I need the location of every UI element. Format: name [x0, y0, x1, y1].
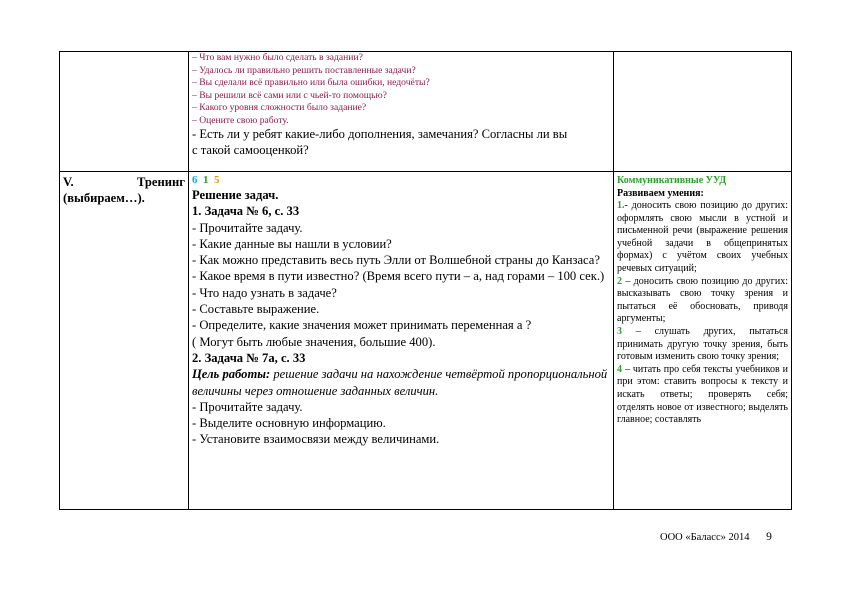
task-line: ( Могут быть любые значения, большие 400). [192, 334, 436, 349]
goal-description: решение задачи на нахождение четвёртой пропорциональной величины через отношение заданных величин. [192, 367, 608, 398]
closing-question-cont: с такой самооценкой? [192, 142, 309, 157]
uud-item [617, 276, 788, 326]
stage-title: V. Тренинг [63, 175, 185, 189]
uud-item-number: 2 [617, 275, 622, 287]
page-number: 9 [766, 531, 772, 543]
question-line: – Оцените свою работу. [192, 114, 289, 126]
task-line: - Прочитайте задачу. [192, 220, 303, 235]
table-row [60, 52, 792, 172]
uud-item [617, 200, 788, 276]
goal-label: Цель работы: [192, 367, 271, 382]
task-line: - Что надо узнать в задаче? [192, 285, 337, 300]
task-title: 2. Задача № 7а, с. 33 [192, 350, 306, 365]
question-line: – Какого уровня сложности было задание? [192, 102, 367, 113]
page-footer [660, 531, 772, 543]
uud-item-text: – доносить свою позицию до других: высказывать свою точку зрения и пытаться её обосновать, приводя аргументы; [617, 275, 788, 325]
task-line: - Какие данные вы нашли в условии? [192, 236, 392, 251]
stage-subtitle: (выбираем…). [63, 191, 145, 205]
content-cell [189, 52, 614, 172]
task-line: - Как можно представить весь путь Элли от Волшебной страны до Канзаса? [192, 253, 600, 268]
question-line: – Вы решили всё сами или с чьей-то помощью? [192, 89, 387, 101]
level-numbers [192, 172, 610, 187]
lesson-table [59, 51, 792, 510]
level-number: 6 [192, 174, 198, 186]
uud-subtitle: Развиваем умения: [617, 188, 704, 199]
uud-cell [614, 172, 792, 510]
section-title: Решение задач. [192, 188, 279, 202]
uud-item-number: 4 [617, 363, 622, 375]
level-number: 5 [214, 174, 220, 186]
uud-cell [614, 52, 792, 172]
uud-title: Коммуникативные УУД [617, 175, 727, 186]
goal-text [192, 366, 610, 399]
task-line: - Какое время в пути известно? (Время всего пути – а, над горами – 100 сек.) [192, 269, 605, 284]
table-row [60, 172, 792, 510]
task-line: - Составьте выражение. [192, 302, 320, 317]
task-line: - Выделите основную информацию. [192, 416, 386, 431]
stage-cell [60, 172, 189, 510]
content-cell [189, 172, 614, 510]
question-line: – Вы сделали всё правильно или была ошибки, недочёты? [192, 77, 430, 88]
uud-item-number: 3 [617, 325, 622, 337]
closing-question: - Есть ли у ребят какие-либо дополнения, замечания? Согласны ли вы [192, 127, 568, 141]
level-number: 1 [203, 174, 209, 186]
uud-item-text: – читать про себя тексты учебников и при этом: ставить вопросы к тексту и искать ответы; проверять себя; отделять новое от известного; выделять главное; составлять [617, 363, 788, 426]
footer-company: ООО «Баласс» 2014 [660, 532, 750, 543]
uud-item [617, 364, 788, 427]
uud-item-text: - доносить свою позицию до других: оформлять свою мысли в устной и письменной речи (выражение решения учебной задачи в общепринятых формах) с учётом своих учебных речевых ситуаций; [617, 200, 788, 274]
task-title: 1. Задача № 6, с. 33 [192, 204, 300, 219]
task-line: - Установите взаимосвязи между величинами. [192, 432, 440, 447]
task-line: - Определите, какие значения может принимать переменная а ? [192, 318, 532, 333]
task-line: - Прочитайте задачу. [192, 399, 303, 414]
uud-item-number: 1. [617, 200, 625, 211]
stage-cell [60, 52, 189, 172]
question-line: – Что вам нужно было сделать в задании? [192, 52, 363, 63]
question-line: – Удалось ли правильно решить поставленные задачи? [192, 64, 416, 76]
uud-item-text: – слушать других, пытаться принимать другую точку зрения, быть готовым изменить свою точку зрения; [617, 325, 788, 363]
uud-item [617, 326, 788, 364]
